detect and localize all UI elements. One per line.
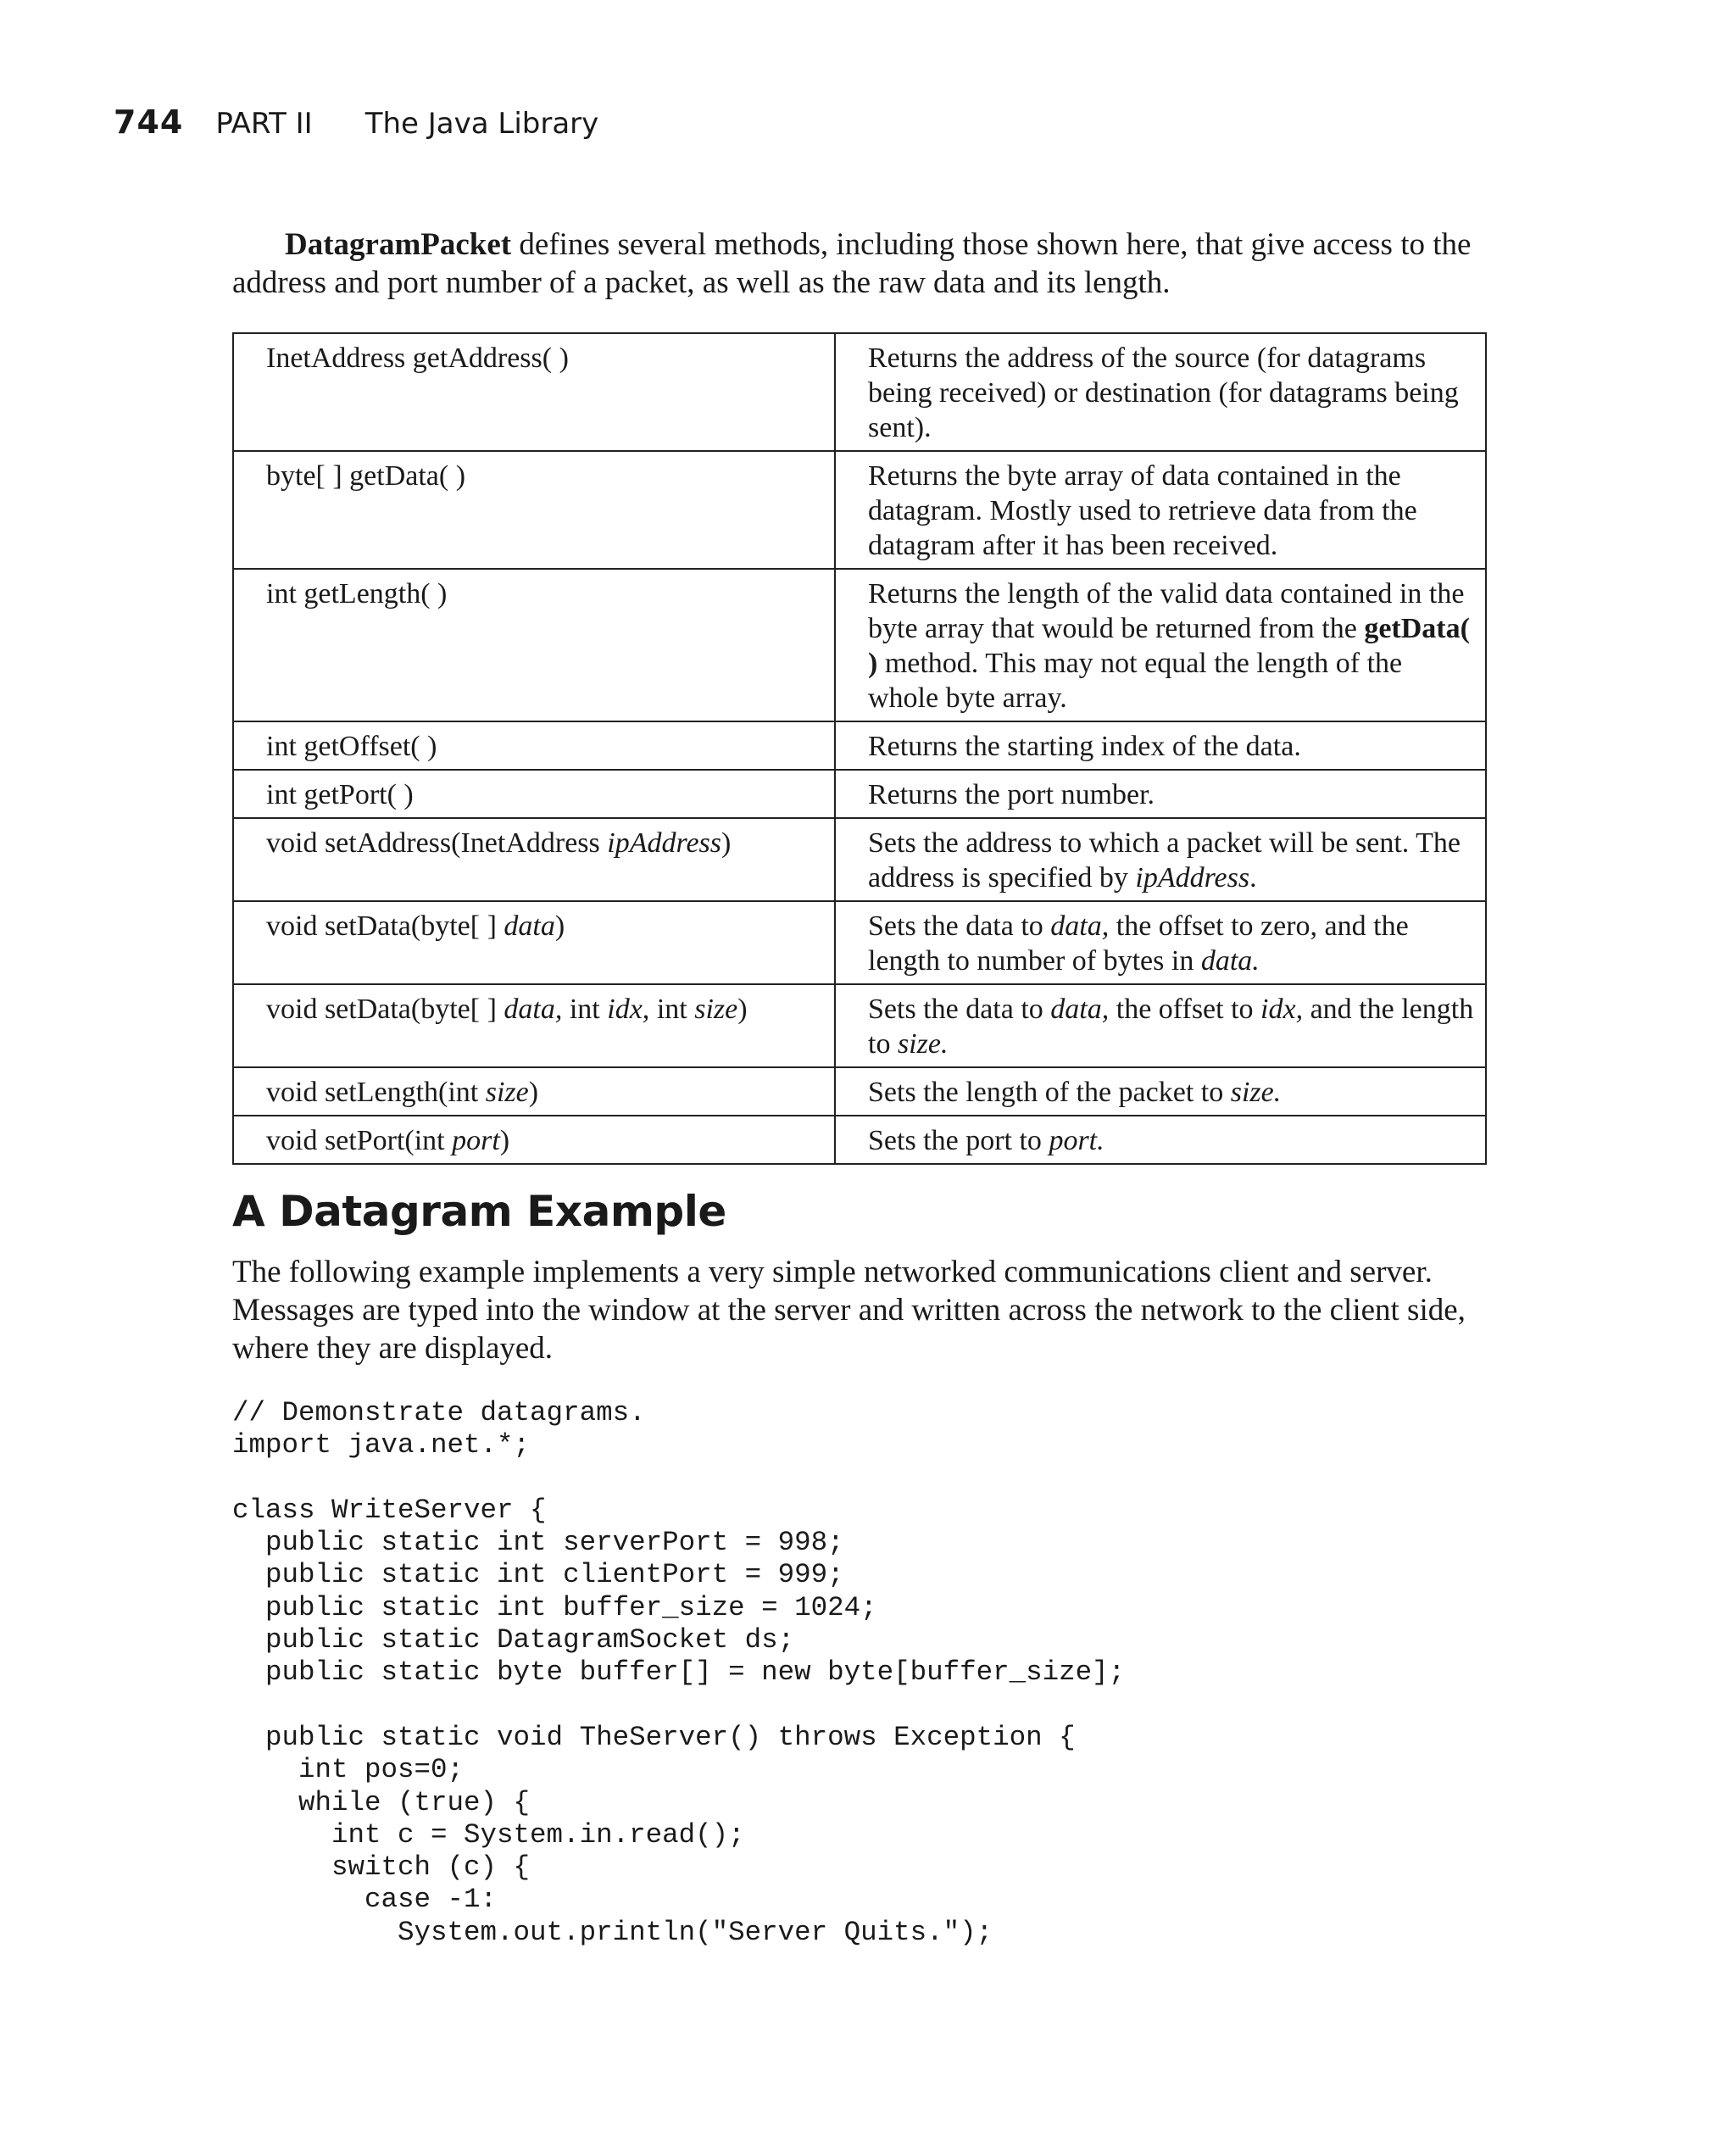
method-signature: byte[ ] getData( ) [233, 451, 835, 569]
description-text: the offset to zero, and the length to number of bytes in [868, 910, 1409, 977]
table-row [233, 721, 1486, 770]
signature-text: ) [528, 1077, 539, 1108]
description-text: method. This may not equal the length of the whole byte array. [868, 648, 1403, 714]
description-text: and the length to [868, 994, 1474, 1060]
parameter-name: size. [1230, 1077, 1282, 1108]
method-signature [233, 1067, 835, 1116]
parameter-name: data, [504, 994, 563, 1025]
parameter-name: idx, [607, 994, 650, 1025]
signature-text: void setData(byte[ ] [266, 994, 504, 1025]
parameter-name: size [694, 994, 738, 1025]
intro-text: defines several methods, including those shown here, that give access to the address and port number of a packet, as well as the raw data and its length. [232, 227, 1472, 300]
description-text: Sets the address to which a packet will be sent. The address is specified by [868, 827, 1461, 894]
running-head [114, 103, 598, 154]
method-signature [233, 901, 835, 984]
signature-text: ) [554, 910, 565, 942]
table-row [233, 333, 1486, 451]
description-text: Returns the length of the valid data contained in the byte array that would be returned from the [868, 578, 1465, 644]
description-text: the offset to [1109, 994, 1261, 1025]
table-row [233, 770, 1486, 818]
method-description [835, 984, 1486, 1067]
table-row [233, 818, 1486, 901]
parameter-name: ipAddress [607, 827, 722, 859]
method-signature [233, 984, 835, 1067]
parameter-name: size [485, 1077, 529, 1108]
method-signature [233, 1116, 835, 1164]
signature-text: void setAddress(InetAddress [266, 827, 608, 859]
description-text: Sets the length of the packet to [868, 1077, 1231, 1108]
method-description: Returns the starting index of the data. [835, 721, 1486, 770]
signature-text: void setData(byte[ ] [266, 910, 504, 942]
section-body: The following example implements a very simple networked communications client and server. Messages are typed into the window at the server and written across the network to the client side, where they are displayed. [232, 1255, 1466, 1366]
parameter-name: data, [1050, 994, 1110, 1025]
code-listing: // Demonstrate datagrams. import java.net.*; class WriteServer { public static int serverPort = 998; public static int clientPort = 999; public static int buffer_size = 1024; public static DatagramSocket ds; public static byte buffer[] = new byte[buffer_size]; public static void TheServer() throws Exception { int pos=0; while (true) { int c = System.in.read(); switch (c) { case -1: System.out.println("Server Quits."); [232, 1397, 1126, 1948]
signature-text: ) [499, 1125, 510, 1156]
signature-text: int [562, 994, 608, 1025]
intro-paragraph [232, 225, 1504, 302]
parameter-name: data [504, 910, 555, 942]
method-description [835, 1116, 1486, 1164]
signature-text: void setPort(int [266, 1125, 453, 1156]
description-text: Sets the data to [868, 994, 1051, 1025]
description-text: Sets the port to [868, 1125, 1049, 1156]
parameter-name: ipAddress [1135, 862, 1250, 894]
parameter-name: port [452, 1125, 500, 1156]
method-signature: int getLength( ) [233, 569, 835, 721]
description-text: Sets the data to [868, 910, 1051, 942]
parameter-name: idx, [1260, 994, 1304, 1025]
intro-class-name: DatagramPacket [285, 227, 512, 262]
table-row [233, 451, 1486, 569]
method-description [835, 818, 1486, 901]
method-signature: int getPort( ) [233, 770, 835, 818]
methods-table [232, 332, 1487, 1165]
method-reference: getData( ) [868, 613, 1470, 679]
table-row [233, 1067, 1486, 1116]
part-label: PART II [215, 107, 313, 141]
parameter-name: data, [1050, 910, 1110, 942]
table-row [233, 901, 1486, 984]
signature-text: void setLength(int [266, 1077, 486, 1108]
signature-text: int [649, 994, 695, 1025]
method-description [835, 1067, 1486, 1116]
parameter-name: data. [1200, 945, 1260, 977]
description-text: . [1249, 862, 1257, 894]
parameter-name: port. [1049, 1125, 1104, 1156]
table-row [233, 1116, 1486, 1164]
signature-text: ) [721, 827, 732, 859]
parameter-name: size. [897, 1028, 949, 1060]
table-row [233, 984, 1486, 1067]
method-description: Returns the byte array of data contained in the datagram. Mostly used to retrieve data from the datagram after it has been received. [835, 451, 1486, 569]
book-title: The Java Library [364, 107, 599, 141]
table-row [233, 569, 1486, 721]
method-description [835, 901, 1486, 984]
method-signature: int getOffset( ) [233, 721, 835, 770]
method-description: Returns the address of the source (for datagrams being received) or destination (for datagrams being sent). [835, 333, 1486, 451]
method-description: Returns the port number. [835, 770, 1486, 818]
method-signature: InetAddress getAddress( ) [233, 333, 835, 451]
signature-text: ) [737, 994, 748, 1025]
method-description [835, 569, 1486, 721]
page-number: 744 [114, 103, 184, 141]
section-heading: A Datagram Example [232, 1187, 726, 1236]
method-signature [233, 818, 835, 901]
